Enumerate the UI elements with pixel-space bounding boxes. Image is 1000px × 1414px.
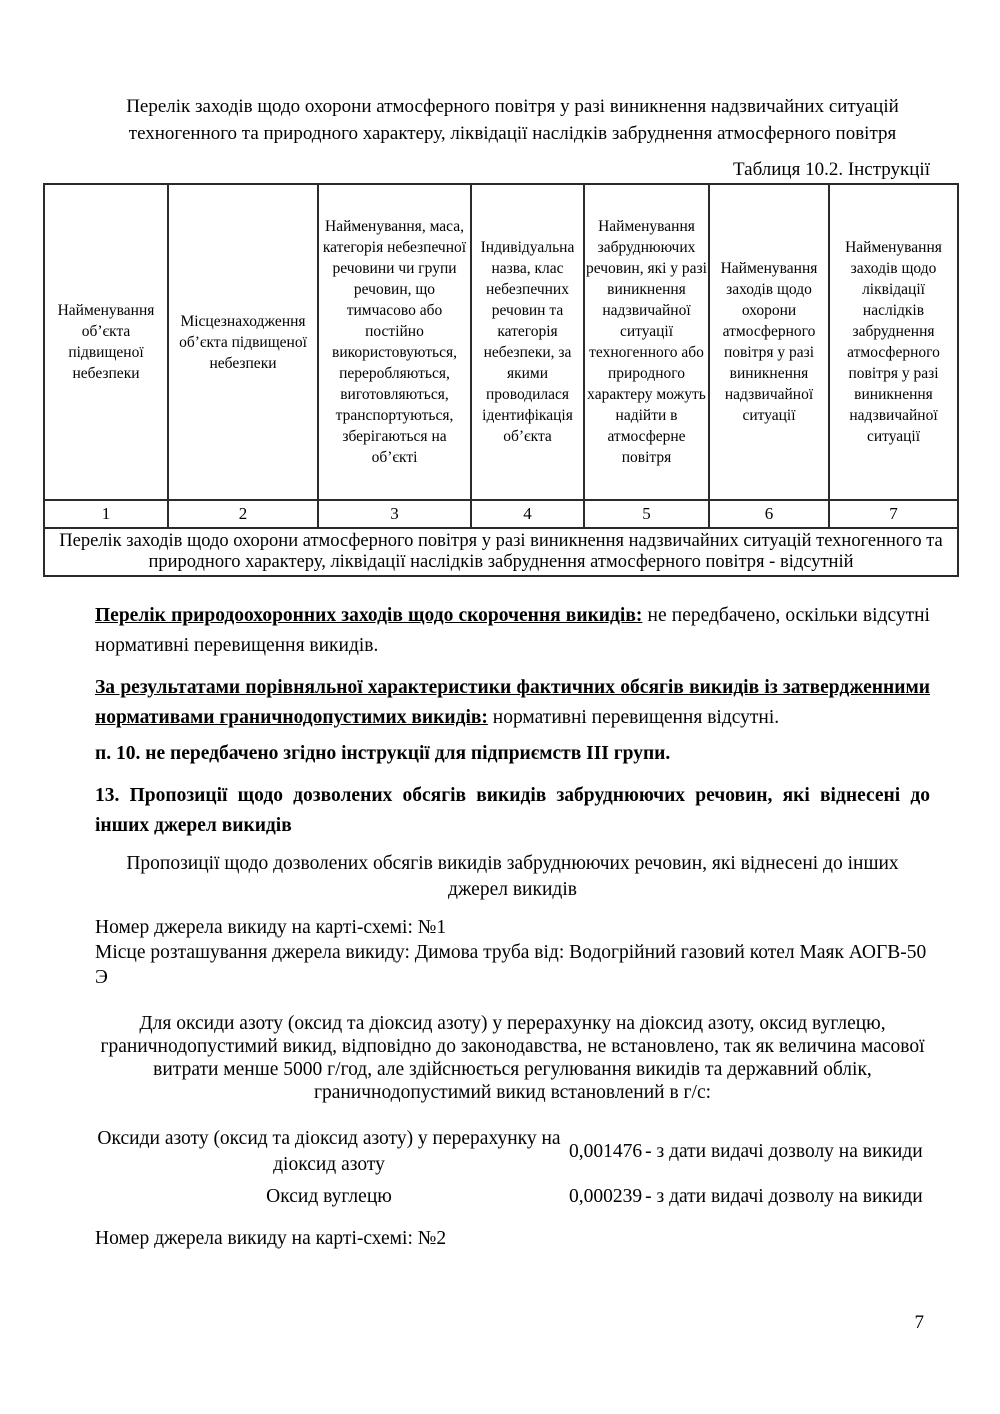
paragraph-emission-reduction [95,601,930,661]
proposal-text: Пропозиції щодо дозволених обсягів викидів забруднюючих речовин, які віднесені до інших джерел викидів [126,853,899,900]
emission-row [95,1184,930,1210]
emission-value: 0,001476 [569,1141,643,1162]
table-header-cell-6: Найменування заходів щодо охорони атмосферного повітря у разі виникнення надзвичайної ситуації [709,184,829,500]
emission-note: - з дати видачі дозволу на викиди [645,1186,923,1207]
paragraph-comparison-results-lead: За результатами порівняльної характеристики фактичних обсягів викидів із затвердженними нормативами граничнодопустимих викидів: [95,677,930,728]
source-1-block [95,915,930,990]
table-header-cell-5: Найменування забруднюючих речовин, які у разі виникнення надзвичайної ситуації техногенного або природного характеру можуть надійти в атмосферне повітря [584,184,709,500]
emission-value: 0,000239 [569,1186,643,1207]
column-number-cell-5: 5 [584,500,709,528]
paragraph-comparison-results-rest: нормативні перевищення відсутні. [487,707,780,728]
limits-intro-paragraph: Для оксиди азоту (оксид та діоксид азоту) у перерахунку на діоксид азоту, оксид вуглецю, граничнодопустимий викид, відповідно до законодавства, не встановлено, так як величина масової витрати менше 5000 г/год, але здійснюється регулювання викидів та державний облік, граничнодопустимий викид встановлений в г/с: [100,1013,925,1103]
table-header-cell-7: Найменування заходів щодо ліквідації наслідків забруднення атмосферного повітря у разі виникнення надзвичайної ситуації [829,184,958,500]
emission-note: - з дати видачі дозволу на викиди [645,1141,923,1162]
substance-name: Оксид вуглецю [266,1186,392,1207]
emission-row [95,1126,930,1178]
column-number-cell-4: 4 [471,500,584,528]
page-title: Перелік заходів щодо охорони атмосферного повітря у разі виникнення надзвичайних ситуацій техногенного та природного характеру, ліквідації наслідків забруднення атмосферного повітря [126,96,899,144]
column-number-cell-6: 6 [709,500,829,528]
source-1-location-line: Місце розташування джерела викиду: Димова труба від: Водогрійний газовий котел Маяк АОГВ-50 Э [95,942,927,988]
source-1-number-line: Номер джерела викиду на карті-схемі: №1 [95,917,447,938]
column-number-cell-3: 3 [318,500,471,528]
substance-name: Оксиди азоту (оксид та діоксид азоту) у перерахунку на діоксид азоту [97,1128,561,1175]
heading-section-13: 13. Пропозиції щодо дозволених обсягів викидів забруднюючих речовин, які віднесені до інших джерел викидів [95,785,930,836]
paragraph-emission-reduction-rest: не передбачено, оскільки відсутні нормативні перевищення викидів. [95,605,930,656]
table-caption: Таблиця 10.2. Інструкції [733,159,930,180]
column-number-cell-2: 2 [168,500,318,528]
page-number: 7 [914,1312,924,1333]
paragraph-emission-reduction-lead: Перелік природоохоронних заходів щодо скорочення викидів: [95,605,643,626]
column-number-cell-7: 7 [829,500,958,528]
table-header-cell-1: Найменування об’єкта підвищеної небезпеки [44,184,168,500]
paragraph-point-10: п. 10. не передбачено згідно інструкції для підприємств ІІІ групи. [95,743,671,764]
table-header-row [44,184,958,500]
paragraph-comparison-results [95,673,930,733]
table-header-cell-3: Найменування, маса, категорія небезпечної речовини чи групи речовин, що тимчасово або постійно використовуються, переробляються, виготовляються, транспортуються, зберігаються на об’єкті [318,184,471,500]
table-header-cell-4: Індивідуальна назва, клас небезпечних речовин та категорія небезпеки, за якими проводилася ідентифікація об’єкта [471,184,584,500]
emission-value-line [563,1139,930,1165]
emissions-list [95,1126,930,1210]
table-number-row [44,500,958,528]
column-number-cell-1: 1 [44,500,168,528]
instructions-table [43,183,959,577]
table-header-cell-2: Місцезнаходження об’єкта підвищеної небезпеки [168,184,318,500]
table-footer-row [44,528,958,576]
source-2-number-line: Номер джерела викиду на карті-схемі: №2 [95,1228,447,1249]
emission-value-line [563,1184,930,1210]
table-footer-cell: Перелік заходів щодо охорони атмосферного повітря у разі виникнення надзвичайних ситуацій техногенного та природного характеру, ліквідації наслідків забруднення атмосферного повітря - відсутній [44,528,958,576]
